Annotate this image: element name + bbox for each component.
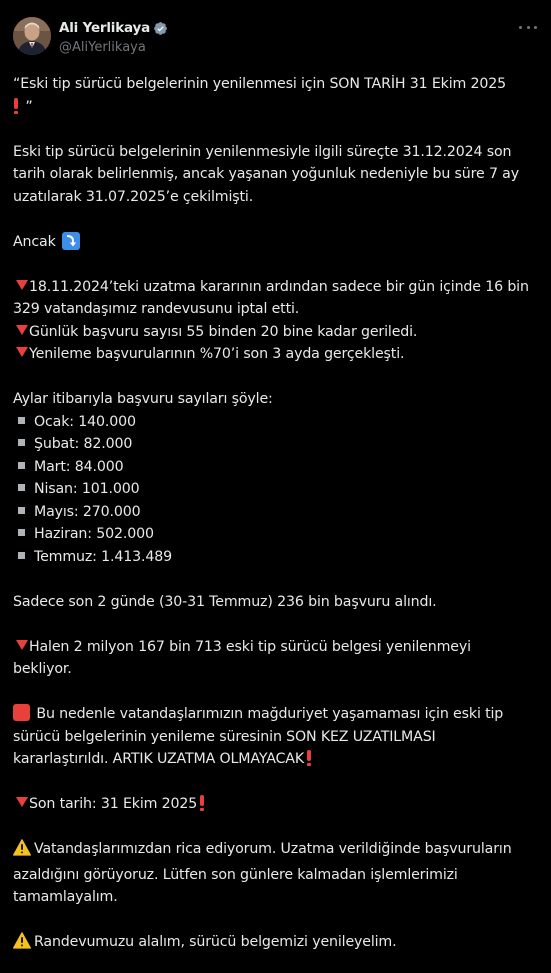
- red-square-icon: [13, 704, 30, 721]
- tweet-header: [13, 0, 537, 60]
- red-triangle-down-icon: [16, 640, 28, 650]
- red-triangle-down-icon: [16, 325, 28, 335]
- red-triangle-down-icon: [16, 280, 28, 290]
- month-item: [13, 411, 545, 434]
- month-text: Nisan: 101.000: [34, 481, 140, 497]
- red-exclamation-icon: [199, 795, 205, 811]
- avatar-image: [13, 17, 51, 55]
- arrow-curve-down-icon: [62, 232, 80, 250]
- pending-line: bekliyor.: [13, 661, 72, 677]
- fact-line: 18.11.2024’teki uzatma kararının ardından sadece bir gün içinde 16 bin: [13, 276, 545, 299]
- paragraph-line: Eski tip sürücü belgelerinin yenilenmesiyle ilgili süreçte 31.12.2024 son: [13, 143, 512, 160]
- decision-line: kararlaştırıldı. ARTIK UZATMA OLMAYACAK: [13, 748, 545, 771]
- request-line: azaldığını görüyoruz. Lütfen son günlere kalmadan işlemlerimizi: [13, 866, 458, 883]
- more-options-icon[interactable]: [519, 24, 537, 30]
- request-line: Vatandaşlarımızdan rica ediyorum. Uzatma verildiğinde başvuruların: [13, 838, 545, 864]
- month-item: [13, 433, 545, 456]
- month-text: Temmuz: 1.413.489: [34, 548, 173, 565]
- small-square-bullet-icon: [18, 552, 25, 559]
- tweet-text: [13, 73, 545, 957]
- closing-line: Randevumuzu alalım, sürücü belgemizi yenileyelim.: [13, 931, 545, 957]
- month-item: [13, 501, 545, 524]
- month-text: Şubat: 82.000: [34, 436, 133, 452]
- month-text: Ocak: 140.000: [34, 413, 136, 430]
- month-text: Haziran: 502.000: [34, 526, 154, 542]
- month-item: [13, 478, 545, 501]
- last-two-days-line: Sadece son 2 günde (30-31 Temmuz) 236 bin başvuru alındı.: [13, 593, 437, 610]
- month-item: [13, 456, 545, 479]
- small-square-bullet-icon: [18, 462, 25, 469]
- small-square-bullet-icon: [18, 417, 25, 424]
- fact-line: Günlük başvuru sayısı 55 binden 20 bine kadar geriledi.: [13, 321, 545, 344]
- name-row: [59, 19, 168, 37]
- decision-line: sürücü belgelerinin yenileme süresinin SON KEZ UZATILMASI: [13, 728, 436, 745]
- month-text: Mayıs: 270.000: [34, 503, 141, 520]
- red-triangle-down-icon: [16, 797, 28, 807]
- small-square-bullet-icon: [18, 439, 25, 446]
- small-square-bullet-icon: [18, 507, 25, 514]
- deadline-line: Son tarih: 31 Ekim 2025: [13, 793, 545, 816]
- fact-line: Yenileme başvurularının %70’i son 3 ayda gerçekleşti.: [13, 343, 545, 366]
- red-exclamation-icon: [13, 98, 19, 114]
- warning-icon: [13, 932, 31, 957]
- verified-badge-icon[interactable]: [153, 21, 168, 36]
- red-triangle-down-icon: [16, 347, 28, 357]
- small-square-bullet-icon: [18, 529, 25, 536]
- month-item: [13, 546, 545, 569]
- small-square-bullet-icon: [18, 484, 25, 491]
- paragraph-line: tarih olarak belirlenmiş, ancak yaşanan yoğunluk nedeniyle bu süre 7 ay: [13, 166, 519, 182]
- decision-line: Bu nedenle vatandaşlarımızın mağduriyet yaşamaması için eski tip: [13, 703, 545, 726]
- quote-line-end: ”: [13, 96, 545, 119]
- red-exclamation-icon: [306, 750, 312, 766]
- months-list: [13, 411, 545, 569]
- author-handle[interactable]: @AliYerlikaya: [59, 40, 146, 55]
- paragraph-line: uzatılarak 31.07.2025’e çekilmişti.: [13, 188, 254, 205]
- month-text: Mart: 84.000: [34, 458, 124, 475]
- fact-line: 329 vatandaşımız randevusunu iptal etti.: [13, 301, 300, 317]
- warning-icon: [13, 839, 31, 864]
- months-intro: Aylar itibarıyla başvuru sayıları şöyle:: [13, 391, 273, 407]
- display-name[interactable]: Ali Yerlikaya: [59, 20, 150, 36]
- request-line: tamamlayalım.: [13, 889, 118, 905]
- author-names: [59, 19, 168, 55]
- pending-line: Halen 2 milyon 167 bin 713 eski tip sürücü belgesi yenilenmeyi: [13, 636, 545, 659]
- avatar[interactable]: [13, 17, 51, 55]
- ancak-line: Ancak: [13, 231, 545, 254]
- quote-line: “Eski tip sürücü belgelerinin yenilenmesi için SON TARİH 31 Ekim 2025: [13, 76, 507, 92]
- month-item: [13, 523, 545, 546]
